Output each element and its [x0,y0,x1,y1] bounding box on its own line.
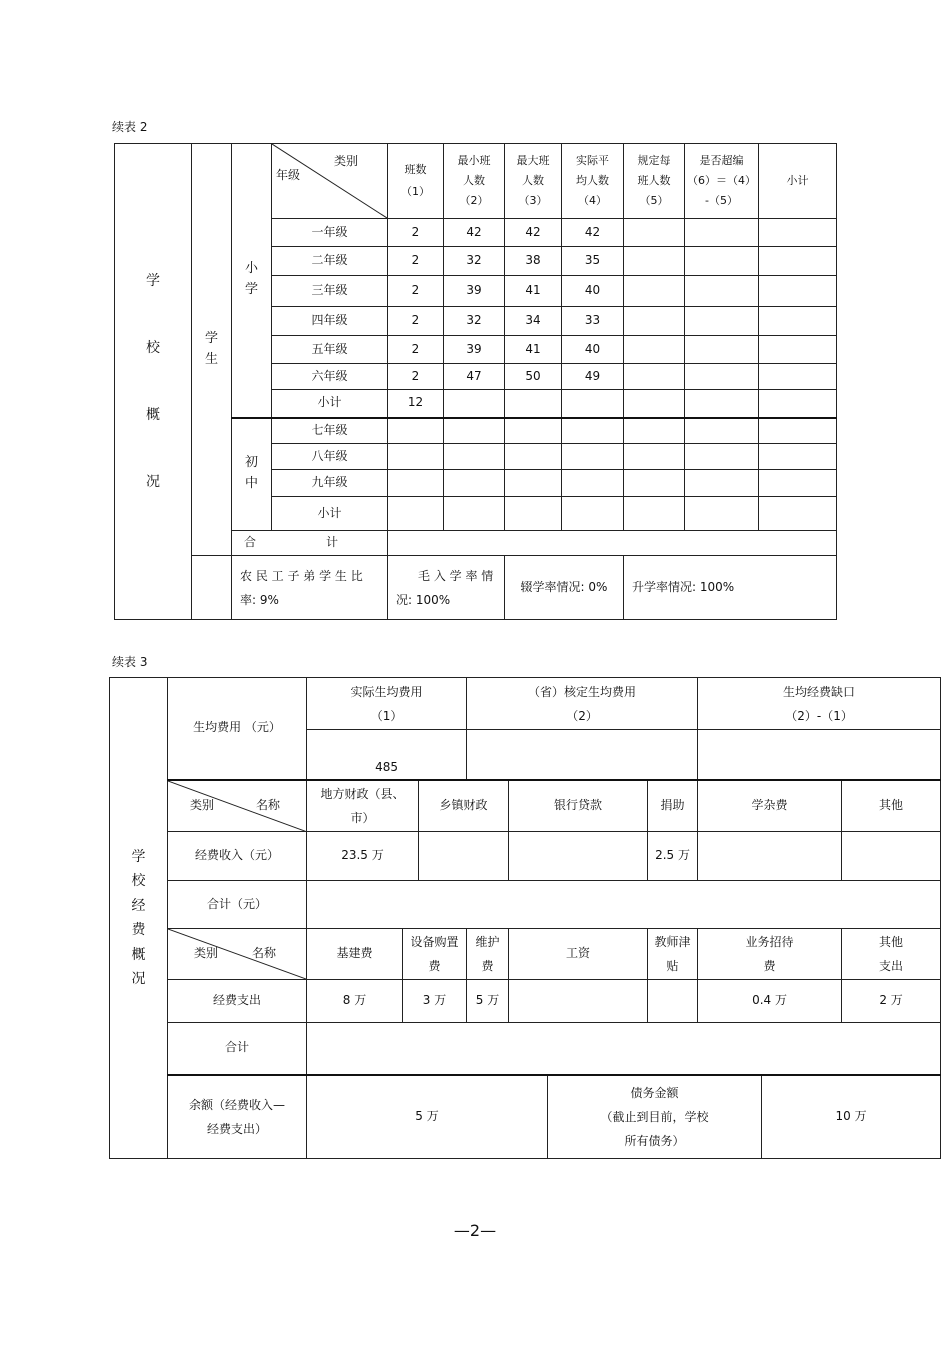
grade-cell: 二年级 [272,247,388,276]
table3-caption: 续表 3 [112,655,148,669]
diag-top: 类别 [334,154,359,168]
primary-label [232,144,272,418]
side-char: 学 [146,272,160,289]
expense-total-row [110,1023,941,1075]
income-cell [509,832,648,881]
diag-right: 名称 [256,797,281,812]
grade-cell: 三年级 [272,276,388,307]
dropout-rate: 辍学率情况: 0% [505,556,624,620]
promotion-rate: 升学率情况: 100% [624,556,837,620]
student-char: 生 [204,351,218,367]
max-cell: 42 [505,219,562,247]
expense-row-label: 经费支出 [168,980,307,1023]
diag-left: 类别 [190,797,215,812]
expense-col-construction: 基建费 [307,929,403,980]
student-label [192,144,232,556]
expense-col-allowance: 教师津 贴 [648,929,698,980]
balance-row [110,1075,941,1159]
income-col-local: 地方财政（县、 市） [307,780,419,832]
avg-cell: 49 [562,364,624,390]
income-col-fees: 学杂费 [698,780,842,832]
income-row-label: 经费收入（元） [168,832,307,881]
grade-cell: 五年级 [272,336,388,364]
col-subtotal: 小计 [759,144,837,219]
min-cell: 47 [444,364,505,390]
junior-char: 初 [244,455,258,471]
diag-left: 类别 [194,946,219,960]
side-char: 经 [131,897,146,914]
per-student-label: 生均费用 （元） [168,678,307,780]
side-char: 况 [131,971,146,987]
table2-caption: 续表 2 [112,120,148,134]
expense-col-maintenance: 维护 费 [467,929,509,980]
min-cell: 32 [444,247,505,276]
per-student-gap-value [698,730,941,780]
debt-label: 债务金额 （截止到目前，学校 所有债务） [548,1075,762,1159]
grade-cell: 七年级 [272,418,388,444]
side-char: 校 [146,339,160,356]
avg-cell: 40 [562,276,624,307]
max-cell: 41 [505,276,562,307]
expense-cell [509,980,648,1023]
approved-per-student-header: （省）核定生均费用 （2） [467,678,698,730]
junior-label [232,418,272,531]
classes-cell: 2 [388,307,444,336]
side-char: 况 [146,474,160,491]
approved-per-student-value [467,730,698,780]
table3-side-label [110,678,168,1159]
grade-cell: 八年级 [272,444,388,470]
income-total-label: 合计（元） [168,881,307,929]
side-char: 概 [146,406,160,423]
subtotal-label: 小计 [272,390,388,418]
classes-cell: 2 [388,364,444,390]
expense-col-hospitality: 业务招待 费 [698,929,842,980]
table3 [109,677,941,1159]
expense-cell: 5 万 [467,980,509,1023]
col-classes: 班数 （1） [388,144,444,219]
classes-cell: 2 [388,276,444,307]
grade-cell: 四年级 [272,307,388,336]
side-char: 费 [131,922,146,938]
expense-cell: 2 万 [842,980,941,1023]
subtotal-classes: 12 [388,390,444,418]
col-max: 最大班 人数 （3） [505,144,562,219]
min-cell: 32 [444,307,505,336]
grade-diag-header [272,144,388,219]
col-avg: 实际平 均人数 （4） [562,144,624,219]
income-cell: 23.5 万 [307,832,419,881]
table2 [114,143,837,620]
income-cell: 2.5 万 [648,832,698,881]
income-col-donation: 捐助 [648,780,698,832]
max-cell: 50 [505,364,562,390]
expense-col-other: 其他 支出 [842,929,941,980]
expense-cell: 8 万 [307,980,403,1023]
actual-per-student-value: 485 [307,730,467,780]
col-overstaff: 是否超编 （6）＝（4） -（5） [685,144,759,219]
min-cell: 39 [444,276,505,307]
income-col-other: 其他 [842,780,941,832]
avg-cell: 42 [562,219,624,247]
income-row [110,832,941,881]
side-char: 概 [131,946,146,963]
side-char: 学 [131,848,146,865]
actual-per-student-header: 实际生均费用 （1） [307,678,467,730]
col-quota: 规定每 班人数 （5） [624,144,685,219]
expense-col-salary: 工资 [509,929,648,980]
col-min: 最小班 人数 （2） [444,144,505,219]
classes-cell: 2 [388,219,444,247]
avg-cell: 40 [562,336,624,364]
table2-side-label [115,144,192,620]
diag-bottom: 年级 [276,168,301,182]
income-cell [698,832,842,881]
balance-label: 余额（经费收入— 经费支出） [168,1075,307,1159]
primary-char: 学 [244,282,258,298]
max-cell: 41 [505,336,562,364]
expense-cell: 0.4 万 [698,980,842,1023]
expense-row [110,980,941,1023]
subtotal-label: 小计 [272,497,388,531]
min-cell: 42 [444,219,505,247]
grade-cell: 一年级 [272,219,388,247]
expense-total-label: 合计 [168,1023,307,1075]
income-total-row [110,881,941,929]
expense-cell [648,980,698,1023]
primary-char: 小 [244,261,258,277]
classes-cell: 2 [388,336,444,364]
max-cell: 38 [505,247,562,276]
expense-diag-header [168,929,307,980]
per-student-gap-header: 生均经费缺口 （2）-（1） [698,678,941,730]
junior-char: 中 [244,476,258,492]
gross-enrollment: 毛 入 学 率 情 况: 100% [388,556,505,620]
total-label: 合 计 [232,531,388,556]
page-number: —2— [453,1221,497,1240]
expense-cell: 3 万 [403,980,467,1023]
classes-cell: 2 [388,247,444,276]
debt-value: 10 万 [762,1075,941,1159]
migrant-ratio: 农 民 工 子 弟 学 生 比 率: 9% [232,556,388,620]
grade-cell: 六年级 [272,364,388,390]
income-cell [842,832,941,881]
balance-value: 5 万 [307,1075,548,1159]
grade-cell: 九年级 [272,470,388,497]
avg-cell: 35 [562,247,624,276]
min-cell: 39 [444,336,505,364]
income-col-bank: 银行贷款 [509,780,648,832]
income-diag-header [168,780,307,832]
income-col-township: 乡镇财政 [419,780,509,832]
side-char: 校 [131,873,146,889]
avg-cell: 33 [562,307,624,336]
stats-row [115,556,837,620]
diag-right: 名称 [252,946,277,960]
income-cell [419,832,509,881]
max-cell: 34 [505,307,562,336]
student-char: 学 [204,330,218,346]
expense-col-equipment: 设备购置 费 [403,929,467,980]
